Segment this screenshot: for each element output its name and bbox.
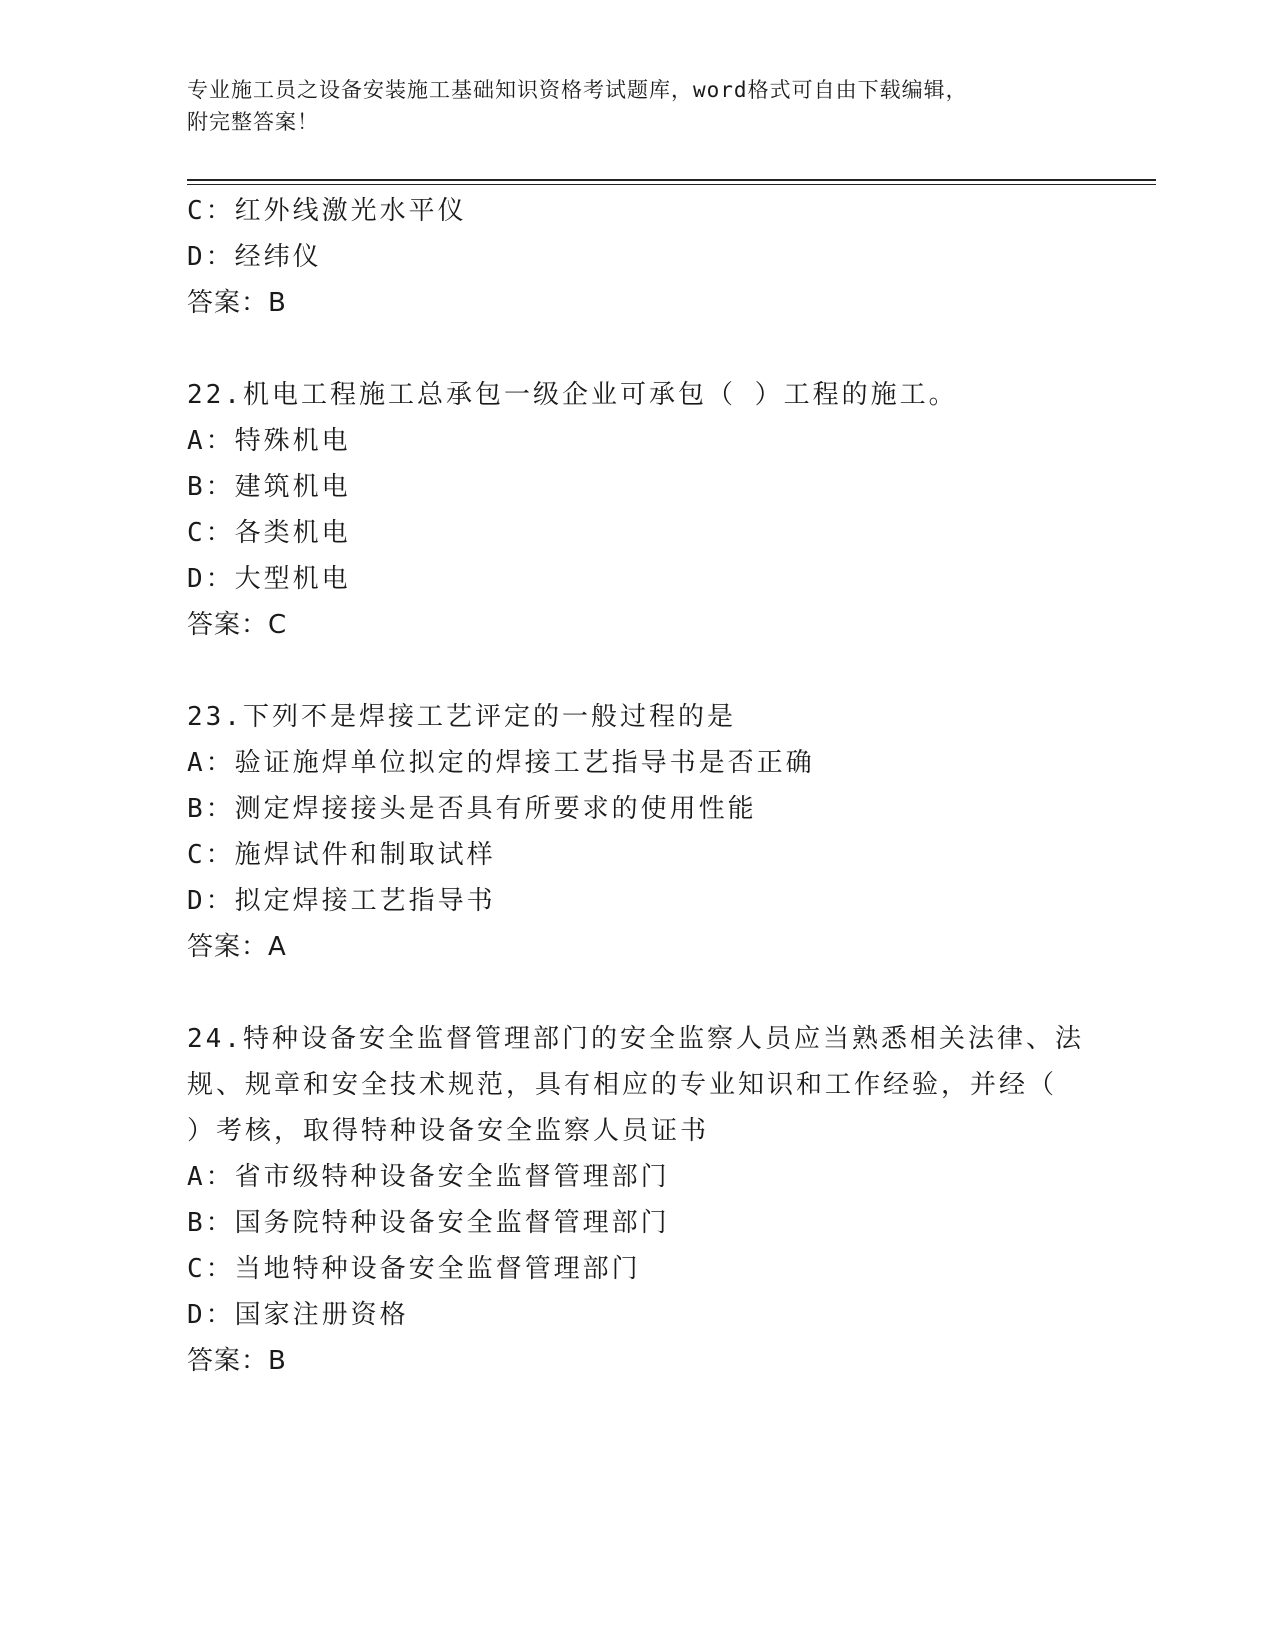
answer-line: 答案：C: [187, 610, 288, 640]
header-divider-thin: [187, 184, 1156, 185]
question-22: [187, 372, 1087, 648]
option-a: A：省市级特种设备安全监督管理部门: [187, 1162, 670, 1192]
option-b: B：国务院特种设备安全监督管理部门: [187, 1208, 670, 1238]
option-a: A：特殊机电: [187, 426, 351, 456]
option-b: B：测定焊接接头是否具有所要求的使用性能: [187, 794, 757, 824]
header-line-2: 附完整答案！: [187, 110, 319, 134]
option-c: C：红外线激光水平仪: [187, 196, 467, 226]
header-divider-thick: [187, 179, 1156, 181]
question-23: [187, 694, 1087, 970]
header-line-1: 专业施工员之设备安装施工基础知识资格考试题库，word格式可自由下载编辑，: [187, 78, 968, 102]
question-text: 22.机电工程施工总承包一级企业可承包（ ）工程的施工。: [187, 380, 958, 410]
spacer: [187, 648, 1087, 694]
question-24: [187, 1016, 1087, 1384]
option-d: D：拟定焊接工艺指导书: [187, 886, 496, 916]
option-c: C：施焊试件和制取试样: [187, 840, 496, 870]
option-d: D：经纬仪: [187, 242, 322, 272]
option-b: B：建筑机电: [187, 472, 351, 502]
spacer: [187, 970, 1087, 1016]
answer-line: 答案：B: [187, 288, 287, 318]
question-text-line-2: 规、规章和安全技术规范，具有相应的专业知识和工作经验，并经（: [187, 1070, 1058, 1100]
option-d: D：国家注册资格: [187, 1300, 409, 1330]
question-text-line-1: 24.特种设备安全监督管理部门的安全监察人员应当熟悉相关法律、法: [187, 1024, 1084, 1054]
question-fragment: [187, 188, 1087, 326]
spacer: [187, 326, 1087, 372]
question-list: [187, 188, 1087, 1384]
question-text: 23.下列不是焊接工艺评定的一般过程的是: [187, 702, 736, 732]
option-c: C：各类机电: [187, 518, 351, 548]
question-text-line-3: ）考核，取得特种设备安全监察人员证书: [187, 1116, 710, 1146]
document-header: [187, 74, 1067, 138]
option-d: D：大型机电: [187, 564, 351, 594]
answer-line: 答案：B: [187, 1346, 287, 1376]
option-c: C：当地特种设备安全监督管理部门: [187, 1254, 641, 1284]
option-a: A：验证施焊单位拟定的焊接工艺指导书是否正确: [187, 748, 815, 778]
answer-line: 答案：A: [187, 932, 287, 962]
